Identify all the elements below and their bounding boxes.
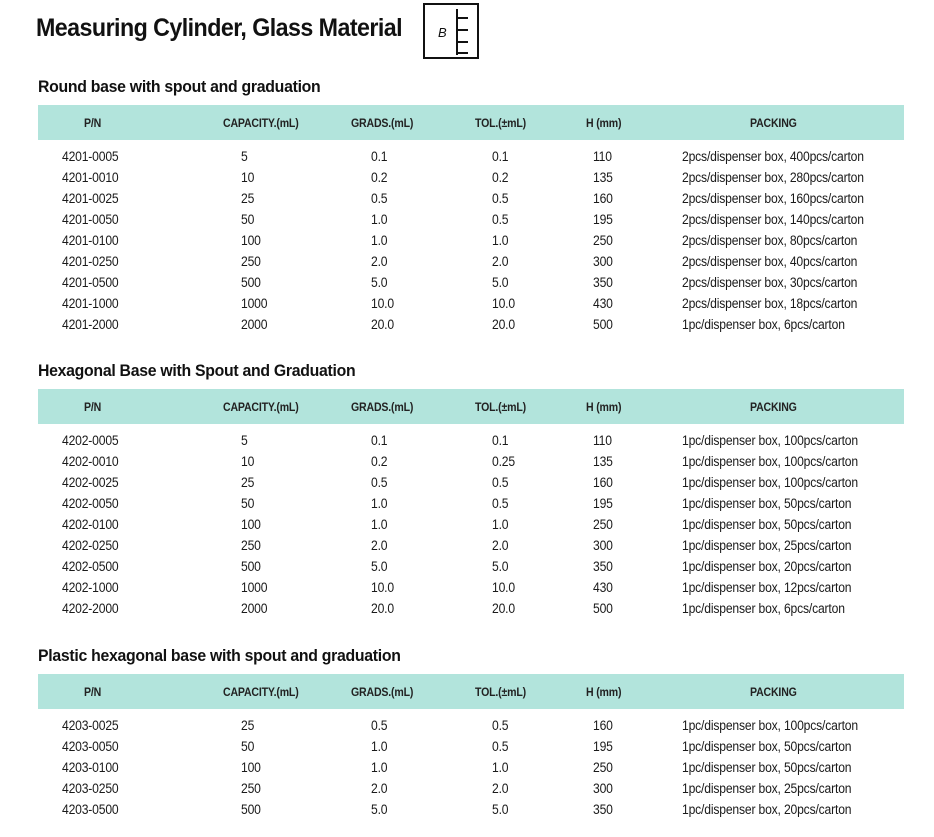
cell-grads: 0.5 bbox=[371, 191, 388, 206]
table-row bbox=[38, 451, 904, 472]
col-header-height: H (mm) bbox=[586, 685, 622, 699]
cell-grads: 10.0 bbox=[371, 580, 394, 595]
cell-pn: 4201-0025 bbox=[62, 191, 119, 206]
table-row bbox=[38, 472, 904, 493]
table-row bbox=[38, 167, 904, 188]
col-header-packing: PACKING bbox=[750, 400, 797, 414]
cell-pn: 4201-0100 bbox=[62, 233, 119, 248]
cell-height: 195 bbox=[593, 739, 613, 754]
cell-capacity: 500 bbox=[241, 559, 261, 574]
cell-pn: 4201-0010 bbox=[62, 170, 119, 185]
table-body bbox=[38, 140, 904, 335]
cell-pn: 4201-1000 bbox=[62, 296, 119, 311]
cell-pn: 4202-2000 bbox=[62, 601, 119, 616]
cell-packing: 1pc/dispenser box, 50pcs/carton bbox=[682, 739, 852, 754]
cell-tolerance: 0.25 bbox=[492, 454, 515, 469]
cell-height: 110 bbox=[593, 149, 612, 164]
col-header-grads: GRADS.(mL) bbox=[351, 400, 414, 414]
cell-capacity: 10 bbox=[241, 454, 255, 469]
cell-height: 110 bbox=[593, 433, 612, 448]
cell-height: 160 bbox=[593, 191, 613, 206]
table-header bbox=[38, 105, 904, 140]
cell-tolerance: 0.5 bbox=[492, 191, 509, 206]
cell-pn: 4201-0250 bbox=[62, 254, 119, 269]
cell-pn: 4203-0250 bbox=[62, 781, 119, 796]
cell-packing: 1pc/dispenser box, 100pcs/carton bbox=[682, 454, 858, 469]
col-header-packing: PACKING bbox=[750, 116, 797, 130]
col-header-grads: GRADS.(mL) bbox=[351, 685, 414, 699]
cell-capacity: 100 bbox=[241, 760, 261, 775]
table-row bbox=[38, 778, 904, 799]
cell-packing: 2pcs/dispenser box, 30pcs/carton bbox=[682, 275, 858, 290]
cell-pn: 4202-0500 bbox=[62, 559, 119, 574]
cell-tolerance: 0.5 bbox=[492, 475, 509, 490]
cell-grads: 5.0 bbox=[371, 559, 388, 574]
cell-capacity: 2000 bbox=[241, 601, 268, 616]
table-header bbox=[38, 389, 904, 424]
table-row bbox=[38, 146, 904, 167]
cell-tolerance: 10.0 bbox=[492, 580, 515, 595]
cell-height: 350 bbox=[593, 802, 613, 817]
cell-tolerance: 0.5 bbox=[492, 212, 509, 227]
col-header-pn: P/N bbox=[84, 400, 102, 414]
cell-tolerance: 0.1 bbox=[492, 433, 509, 448]
cell-height: 250 bbox=[593, 517, 613, 532]
cell-height: 160 bbox=[593, 718, 613, 733]
cell-packing: 1pc/dispenser box, 100pcs/carton bbox=[682, 718, 858, 733]
cell-tolerance: 0.5 bbox=[492, 739, 509, 754]
cell-tolerance: 0.1 bbox=[492, 149, 509, 164]
col-header-pn: P/N bbox=[84, 685, 102, 699]
cell-pn: 4203-0500 bbox=[62, 802, 119, 817]
cell-capacity: 250 bbox=[241, 254, 261, 269]
cell-pn: 4203-0050 bbox=[62, 739, 119, 754]
col-header-tolerance: TOL.(±mL) bbox=[475, 685, 526, 699]
table-row bbox=[38, 251, 904, 272]
cell-packing: 2pcs/dispenser box, 140pcs/carton bbox=[682, 212, 864, 227]
cell-grads: 0.2 bbox=[371, 454, 388, 469]
cell-pn: 4202-0250 bbox=[62, 538, 119, 553]
cell-height: 250 bbox=[593, 233, 613, 248]
cell-grads: 2.0 bbox=[371, 538, 388, 553]
cell-height: 160 bbox=[593, 475, 613, 490]
col-header-capacity: CAPACITY.(mL) bbox=[223, 400, 299, 414]
table-body bbox=[38, 709, 904, 820]
table-row bbox=[38, 535, 904, 556]
cell-pn: 4202-0100 bbox=[62, 517, 119, 532]
cell-tolerance: 2.0 bbox=[492, 781, 509, 796]
cell-tolerance: 0.5 bbox=[492, 718, 509, 733]
cell-height: 195 bbox=[593, 496, 613, 511]
cell-tolerance: 10.0 bbox=[492, 296, 515, 311]
cell-capacity: 250 bbox=[241, 538, 261, 553]
cell-height: 500 bbox=[593, 601, 613, 616]
table-round-base bbox=[38, 105, 904, 335]
table-row bbox=[38, 209, 904, 230]
cell-capacity: 50 bbox=[241, 496, 255, 511]
cell-packing: 1pc/dispenser box, 25pcs/carton bbox=[682, 538, 852, 553]
col-header-packing: PACKING bbox=[750, 685, 797, 699]
cell-packing: 2pcs/dispenser box, 400pcs/carton bbox=[682, 149, 864, 164]
table-header bbox=[38, 674, 904, 709]
cell-pn: 4202-0005 bbox=[62, 433, 119, 448]
cell-grads: 0.5 bbox=[371, 718, 388, 733]
col-header-height: H (mm) bbox=[586, 116, 622, 130]
cell-grads: 2.0 bbox=[371, 254, 388, 269]
cell-height: 300 bbox=[593, 538, 613, 553]
table-plastic-hexagonal-base bbox=[38, 674, 904, 820]
table-row bbox=[38, 598, 904, 619]
cell-pn: 4201-0005 bbox=[62, 149, 119, 164]
col-header-capacity: CAPACITY.(mL) bbox=[223, 116, 299, 130]
cell-height: 500 bbox=[593, 317, 613, 332]
cell-packing: 1pc/dispenser box, 20pcs/carton bbox=[682, 559, 852, 574]
cell-grads: 1.0 bbox=[371, 496, 388, 511]
cell-packing: 1pc/dispenser box, 25pcs/carton bbox=[682, 781, 852, 796]
cell-tolerance: 2.0 bbox=[492, 538, 509, 553]
cell-grads: 0.1 bbox=[371, 149, 388, 164]
cell-tolerance: 5.0 bbox=[492, 559, 509, 574]
mark-letter: B bbox=[438, 25, 447, 40]
cell-capacity: 100 bbox=[241, 517, 261, 532]
section-title-hexagonal-base: Hexagonal Base with Spout and Graduation bbox=[38, 361, 356, 380]
cell-tolerance: 20.0 bbox=[492, 317, 515, 332]
table-row bbox=[38, 293, 904, 314]
cell-grads: 20.0 bbox=[371, 317, 394, 332]
table-row bbox=[38, 314, 904, 335]
cell-capacity: 5 bbox=[241, 149, 248, 164]
cell-tolerance: 1.0 bbox=[492, 760, 509, 775]
cell-capacity: 10 bbox=[241, 170, 255, 185]
cell-packing: 2pcs/dispenser box, 280pcs/carton bbox=[682, 170, 864, 185]
table-row bbox=[38, 188, 904, 209]
cell-packing: 1pc/dispenser box, 12pcs/carton bbox=[682, 580, 852, 595]
cell-grads: 0.2 bbox=[371, 170, 388, 185]
cell-pn: 4202-0050 bbox=[62, 496, 119, 511]
table-row bbox=[38, 799, 904, 820]
cell-packing: 2pcs/dispenser box, 160pcs/carton bbox=[682, 191, 864, 206]
cell-capacity: 25 bbox=[241, 718, 255, 733]
cell-pn: 4203-0025 bbox=[62, 718, 119, 733]
page-title: Measuring Cylinder, Glass Material bbox=[36, 14, 403, 42]
table-hexagonal-base bbox=[38, 389, 904, 619]
cell-grads: 2.0 bbox=[371, 781, 388, 796]
cell-packing: 1pc/dispenser box, 6pcs/carton bbox=[682, 317, 845, 332]
cell-height: 430 bbox=[593, 296, 613, 311]
table-body bbox=[38, 424, 904, 619]
col-header-grads: GRADS.(mL) bbox=[351, 116, 414, 130]
cell-packing: 2pcs/dispenser box, 18pcs/carton bbox=[682, 296, 858, 311]
cell-tolerance: 0.5 bbox=[492, 496, 509, 511]
col-header-capacity: CAPACITY.(mL) bbox=[223, 685, 299, 699]
cell-capacity: 1000 bbox=[241, 580, 268, 595]
cell-capacity: 1000 bbox=[241, 296, 268, 311]
cell-height: 430 bbox=[593, 580, 613, 595]
cell-height: 350 bbox=[593, 275, 613, 290]
table-row bbox=[38, 272, 904, 293]
cell-packing: 1pc/dispenser box, 20pcs/carton bbox=[682, 802, 852, 817]
cell-capacity: 500 bbox=[241, 275, 261, 290]
cell-pn: 4202-1000 bbox=[62, 580, 119, 595]
cell-grads: 1.0 bbox=[371, 517, 388, 532]
cell-grads: 0.5 bbox=[371, 475, 388, 490]
cell-capacity: 50 bbox=[241, 739, 255, 754]
cell-grads: 1.0 bbox=[371, 739, 388, 754]
cell-pn: 4201-0500 bbox=[62, 275, 119, 290]
cell-height: 350 bbox=[593, 559, 613, 574]
cell-tolerance: 5.0 bbox=[492, 275, 509, 290]
cell-packing: 2pcs/dispenser box, 40pcs/carton bbox=[682, 254, 858, 269]
cell-capacity: 50 bbox=[241, 212, 255, 227]
cell-capacity: 25 bbox=[241, 191, 255, 206]
cell-grads: 1.0 bbox=[371, 760, 388, 775]
cell-packing: 1pc/dispenser box, 100pcs/carton bbox=[682, 433, 858, 448]
cell-height: 250 bbox=[593, 760, 613, 775]
table-row bbox=[38, 715, 904, 736]
graduation-mark-box bbox=[423, 3, 479, 59]
cell-tolerance: 1.0 bbox=[492, 233, 509, 248]
cell-grads: 10.0 bbox=[371, 296, 394, 311]
cell-capacity: 250 bbox=[241, 781, 261, 796]
cell-capacity: 500 bbox=[241, 802, 261, 817]
graduation-scale-icon bbox=[455, 9, 471, 57]
cell-capacity: 5 bbox=[241, 433, 248, 448]
table-row bbox=[38, 736, 904, 757]
cell-height: 135 bbox=[593, 454, 613, 469]
cell-capacity: 25 bbox=[241, 475, 255, 490]
col-header-tolerance: TOL.(±mL) bbox=[475, 400, 526, 414]
cell-grads: 0.1 bbox=[371, 433, 388, 448]
cell-packing: 1pc/dispenser box, 50pcs/carton bbox=[682, 517, 852, 532]
cell-tolerance: 5.0 bbox=[492, 802, 509, 817]
cell-pn: 4201-2000 bbox=[62, 317, 119, 332]
cell-packing: 2pcs/dispenser box, 80pcs/carton bbox=[682, 233, 858, 248]
cell-grads: 1.0 bbox=[371, 212, 388, 227]
cell-capacity: 100 bbox=[241, 233, 261, 248]
cell-packing: 1pc/dispenser box, 50pcs/carton bbox=[682, 760, 852, 775]
cell-tolerance: 1.0 bbox=[492, 517, 509, 532]
cell-grads: 20.0 bbox=[371, 601, 394, 616]
cell-tolerance: 0.2 bbox=[492, 170, 509, 185]
table-row bbox=[38, 430, 904, 451]
table-row bbox=[38, 757, 904, 778]
cell-pn: 4202-0025 bbox=[62, 475, 119, 490]
cell-height: 135 bbox=[593, 170, 613, 185]
cell-grads: 5.0 bbox=[371, 802, 388, 817]
table-row bbox=[38, 493, 904, 514]
table-row bbox=[38, 556, 904, 577]
cell-grads: 1.0 bbox=[371, 233, 388, 248]
cell-height: 300 bbox=[593, 254, 613, 269]
cell-grads: 5.0 bbox=[371, 275, 388, 290]
cell-packing: 1pc/dispenser box, 6pcs/carton bbox=[682, 601, 845, 616]
col-header-tolerance: TOL.(±mL) bbox=[475, 116, 526, 130]
table-row bbox=[38, 230, 904, 251]
cell-tolerance: 2.0 bbox=[492, 254, 509, 269]
cell-tolerance: 20.0 bbox=[492, 601, 515, 616]
table-row bbox=[38, 577, 904, 598]
cell-packing: 1pc/dispenser box, 50pcs/carton bbox=[682, 496, 852, 511]
cell-capacity: 2000 bbox=[241, 317, 268, 332]
cell-pn: 4203-0100 bbox=[62, 760, 119, 775]
cell-packing: 1pc/dispenser box, 100pcs/carton bbox=[682, 475, 858, 490]
col-header-height: H (mm) bbox=[586, 400, 622, 414]
cell-pn: 4201-0050 bbox=[62, 212, 119, 227]
table-row bbox=[38, 514, 904, 535]
cell-height: 195 bbox=[593, 212, 613, 227]
section-title-round-base: Round base with spout and graduation bbox=[38, 77, 321, 96]
section-title-plastic-hexagonal-base: Plastic hexagonal base with spout and graduation bbox=[38, 646, 401, 665]
cell-pn: 4202-0010 bbox=[62, 454, 119, 469]
col-header-pn: P/N bbox=[84, 116, 102, 130]
cell-height: 300 bbox=[593, 781, 613, 796]
